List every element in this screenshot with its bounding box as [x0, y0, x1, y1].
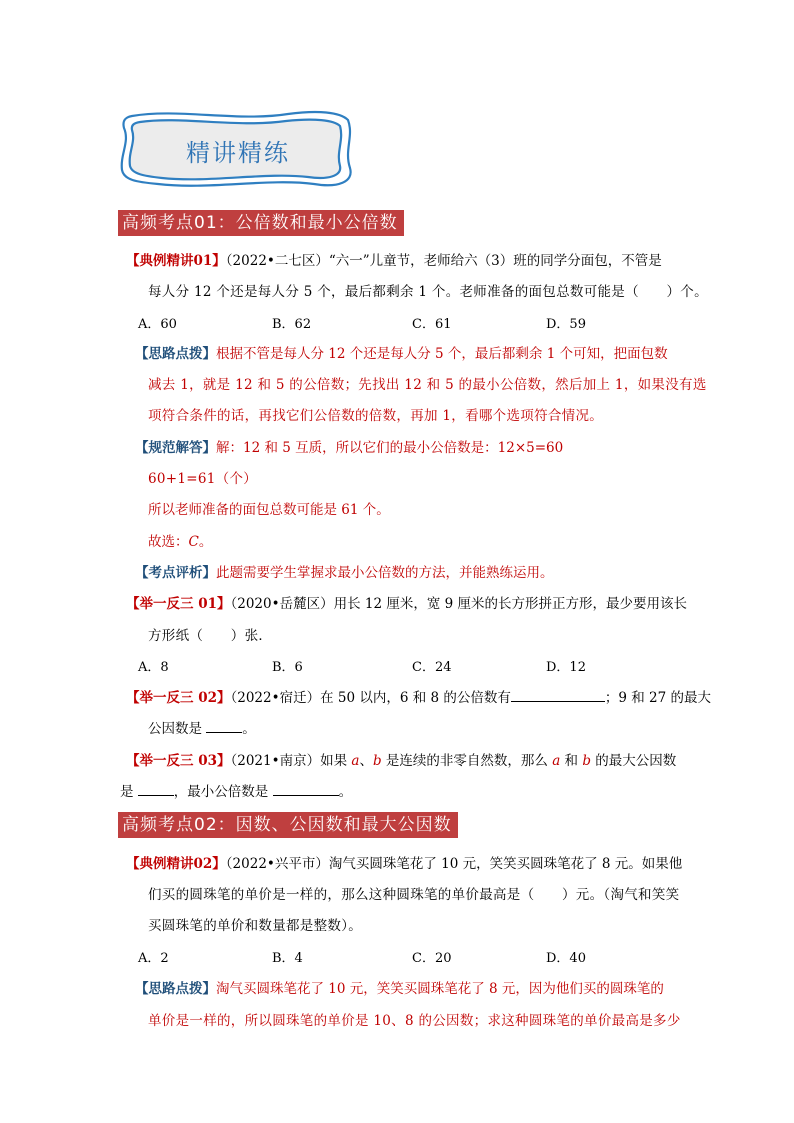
- example-2-text-1: （2022•兴平市）淘气买圆珠笔花了 10 元，笑笑买圆珠笔花了 8 元。如果他: [225, 856, 683, 872]
- practice-2-text-2a: 公因数是: [148, 721, 207, 737]
- hint-2-text-1: 淘气买圆珠笔花了 10 元，笑笑买圆珠笔花了 8 元，因为他们买的圆珠笔的: [216, 981, 664, 997]
- example-2-hint-line-1: [135, 977, 664, 997]
- hint-text-1: 根据不管是每人分 12 个还是每人分 5 个，最后都剩余 1 个可知，把面包数: [216, 346, 668, 362]
- example-2-option-c: C．20: [412, 951, 452, 966]
- answer-choice: C: [188, 534, 199, 550]
- answer-line-3: [148, 498, 390, 518]
- hint-text-2: 减去 1，就是 12 和 5 的公倍数；先找出 12 和 5 的最小公倍数，然后加上 1，如果没有选: [148, 377, 707, 393]
- answer-text-4c: 。: [198, 534, 213, 550]
- answer-line-4: [148, 530, 212, 550]
- hint-text-3: 项符合条件的话，再找它们公倍数的倍数，再加 1，看哪个选项符合情况。: [148, 408, 604, 424]
- example-2-option-a: A．2: [138, 951, 169, 966]
- answer-text-3c: 。: [376, 502, 390, 518]
- practice-3-line-1: [126, 749, 676, 769]
- practice-3-blank-1[interactable]: [138, 783, 174, 796]
- practice-2-line-2: [148, 717, 256, 737]
- review-tag-1: 【考点评析】: [135, 565, 216, 581]
- example-1-option-a: A．60: [138, 317, 177, 332]
- practice-2-tag: 【举一反三 02】: [126, 690, 231, 706]
- section-heading-2: 高频考点02：因数、公因数和最大公因数: [118, 812, 458, 838]
- example-2-text-3: 买圆珠笔的单价和数量都是整数）。: [148, 918, 363, 934]
- practice-1-option-b: B．6: [272, 660, 303, 675]
- practice-3-text-1b: 是连续的非零自然数，那么: [381, 753, 553, 769]
- practice-1-line-1: [126, 592, 687, 612]
- example-1-text-2: 每人分 12 个还是每人分 5 个，最后都剩余 1 个。老师准备的面包总数可能是（ ）个。: [148, 284, 708, 300]
- example-1-text-1: （2022•二七区）“六一”儿童节，老师给六（3）班的同学分面包，不管是: [225, 253, 662, 269]
- practice-2-text-2b: 。: [242, 721, 256, 737]
- hint-tag-2: 【思路点拨】: [135, 981, 216, 997]
- section-heading-1: 高频考点01：公倍数和最小公倍数: [118, 210, 404, 236]
- example-2-text-2: 们买的圆珠笔的单价是一样的，那么这种圆珠笔的单价最高是（ ）元。（淘气和笑笑: [148, 887, 680, 903]
- practice-3-text-1a: （2021•南京）如果: [230, 753, 352, 769]
- practice-2-blank-2[interactable]: [206, 720, 242, 733]
- answer-text-2: 60+1=61（个）: [148, 471, 258, 487]
- practice-1-tag: 【举一反三 01】: [126, 596, 231, 612]
- practice-1-option-c: C．24: [412, 660, 452, 675]
- example-2-tag: 【典例精讲02】: [126, 856, 226, 872]
- example-1-option-c: C．61: [412, 317, 452, 332]
- practice-1-option-d: D．12: [546, 660, 586, 675]
- review-text-1: 此题需要学生掌握求最小公倍数的方法，并能熟练运用。: [216, 565, 554, 581]
- example-2-option-d: D．40: [546, 951, 586, 966]
- practice-3-text-2a: 是: [120, 784, 138, 800]
- example-2-option-b: B．4: [272, 951, 303, 966]
- practice-3-line-2: [120, 780, 352, 800]
- practice-2-line-1: [126, 686, 711, 706]
- practice-3-text-2c: 。: [338, 784, 353, 800]
- practice-2-text-1a: （2022•宿迁）在 50 以内，6 和 8 的公倍数有: [230, 690, 511, 706]
- answer-text-4a: 故选：: [148, 534, 189, 550]
- practice-3-blank-2[interactable]: [273, 783, 339, 796]
- hint-tag-1: 【思路点拨】: [135, 346, 216, 362]
- page-title: 精讲精练: [186, 139, 290, 167]
- practice-3-tag: 【举一反三 03】: [126, 753, 231, 769]
- example-1-option-b: B．62: [272, 317, 312, 332]
- variable-b-2: b: [582, 753, 591, 769]
- answer-text-3a: 所以老师准备的面包总数可能是: [148, 502, 342, 518]
- practice-3-text-1c: 和: [560, 753, 583, 769]
- practice-3-text-2b: ，最小公倍数是: [173, 784, 273, 800]
- example-1-tag: 【典例精讲01】: [126, 253, 226, 269]
- answer-text-1: 解：12 和 5 互质，所以它们的最小公倍数是：12×5=60: [216, 440, 564, 456]
- example-1-option-d: D．59: [546, 317, 586, 332]
- example-2-line-1: [126, 852, 682, 872]
- example-1-review-line: [135, 561, 554, 581]
- practice-1-text-2: 方形纸（ ）张．: [148, 628, 273, 644]
- variable-b-1: b: [372, 753, 382, 769]
- example-1-hint-line-1: [135, 342, 668, 362]
- practice-2-blank-1[interactable]: [511, 689, 605, 702]
- answer-text-3b: 61 个: [341, 502, 377, 518]
- practice-2-text-1b: ；9 和 27 的最大: [604, 690, 712, 706]
- practice-3-text-1d: 的最大公因数: [591, 753, 677, 769]
- example-1-line-1: [126, 249, 662, 269]
- variable-a-1: a: [351, 753, 360, 769]
- variable-a-2: a: [552, 753, 561, 769]
- answer-tag-1: 【规范解答】: [135, 440, 216, 456]
- example-1-answer-line-1: [135, 436, 563, 456]
- practice-3-sep: 、: [359, 753, 373, 769]
- hint-2-text-2: 单价是一样的，所以圆珠笔的单价是 10、8 的公因数；求这种圆珠笔的单价最高是多少: [148, 1013, 681, 1029]
- practice-1-text-1: （2020•岳麓区）用长 12 厘米，宽 9 厘米的长方形拼正方形，最少要用该长: [230, 596, 688, 612]
- practice-1-option-a: A．8: [138, 660, 169, 675]
